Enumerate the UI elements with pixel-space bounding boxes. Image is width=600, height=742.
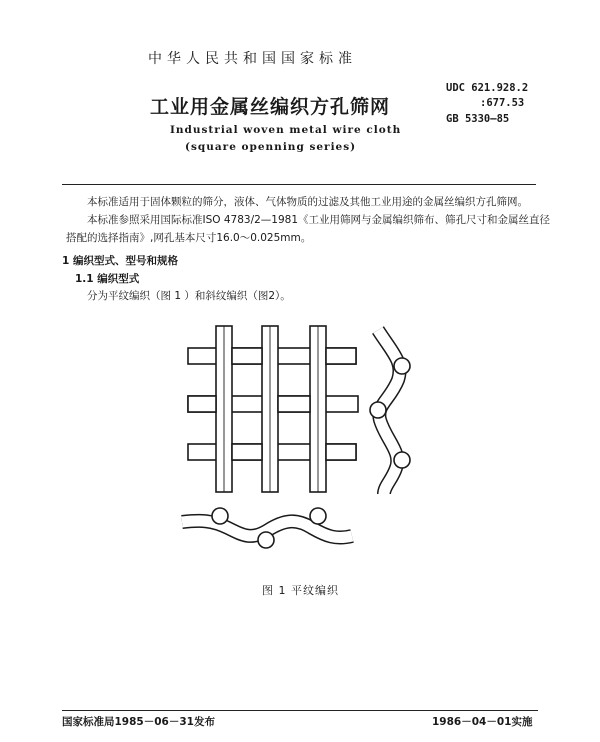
figure-caption: 图 1 平纹编织 [262, 584, 339, 597]
weave-types-paragraph: 分为平纹编织（图 1 ）和斜纹编织（图2）。 [87, 290, 291, 302]
horizontal-section-view [182, 508, 352, 548]
crossing-over-4 [326, 348, 356, 364]
scope-paragraph: 本标准适用于固体颗粒的筛分，液体、气体物质的过滤及其他工业用途的金属丝编织方孔筛网。 [87, 196, 528, 208]
reference-paragraph: 本标准参照采用国际标准ISO 4783/2—1981《工业用筛网与金属编织筛布、筛孔尺寸和金属丝直径 [87, 214, 551, 226]
gb-standard-number: GB 5330—85 [446, 113, 510, 125]
vertical-section-view [370, 330, 410, 494]
footer-divider [62, 710, 538, 711]
warp-wire-section [212, 508, 228, 524]
udc-code-continued: :677.53 [480, 97, 525, 109]
warp-wire-section [310, 508, 326, 524]
section-heading-1-1: 1.1 编织型式 [75, 273, 140, 285]
issue-date: 国家标准局1985－06－31发布 [62, 716, 215, 728]
weft-wire-section [394, 452, 410, 468]
effective-date: 1986－04－01实施 [432, 716, 533, 728]
section-heading-1: 1 编织型式、型号和规格 [62, 255, 178, 267]
udc-code: UDC 621.928.2 [446, 82, 529, 94]
standard-title-english: Industrial woven metal wire cloth [170, 124, 402, 136]
weft-wire-section [370, 402, 386, 418]
country-heading: 中华人民共和国国家标准 [148, 51, 357, 67]
standard-subtitle-english: (square openning series) [185, 141, 357, 153]
standard-title-chinese: 工业用金属丝编织方孔筛网 [150, 96, 391, 118]
warp-wire-section [258, 532, 274, 548]
crossing-over-6 [326, 444, 356, 460]
crossing-over-2 [278, 396, 310, 412]
crossing-over-1 [232, 348, 262, 364]
weave-grid [188, 326, 358, 492]
crossing-over-5 [232, 444, 262, 460]
crossing-over-3 [188, 396, 216, 412]
weft-wire-section [394, 358, 410, 374]
reference-paragraph-continued: 搭配的选择指南》,网孔基本尺寸16.0～0.025mm。 [66, 232, 312, 244]
